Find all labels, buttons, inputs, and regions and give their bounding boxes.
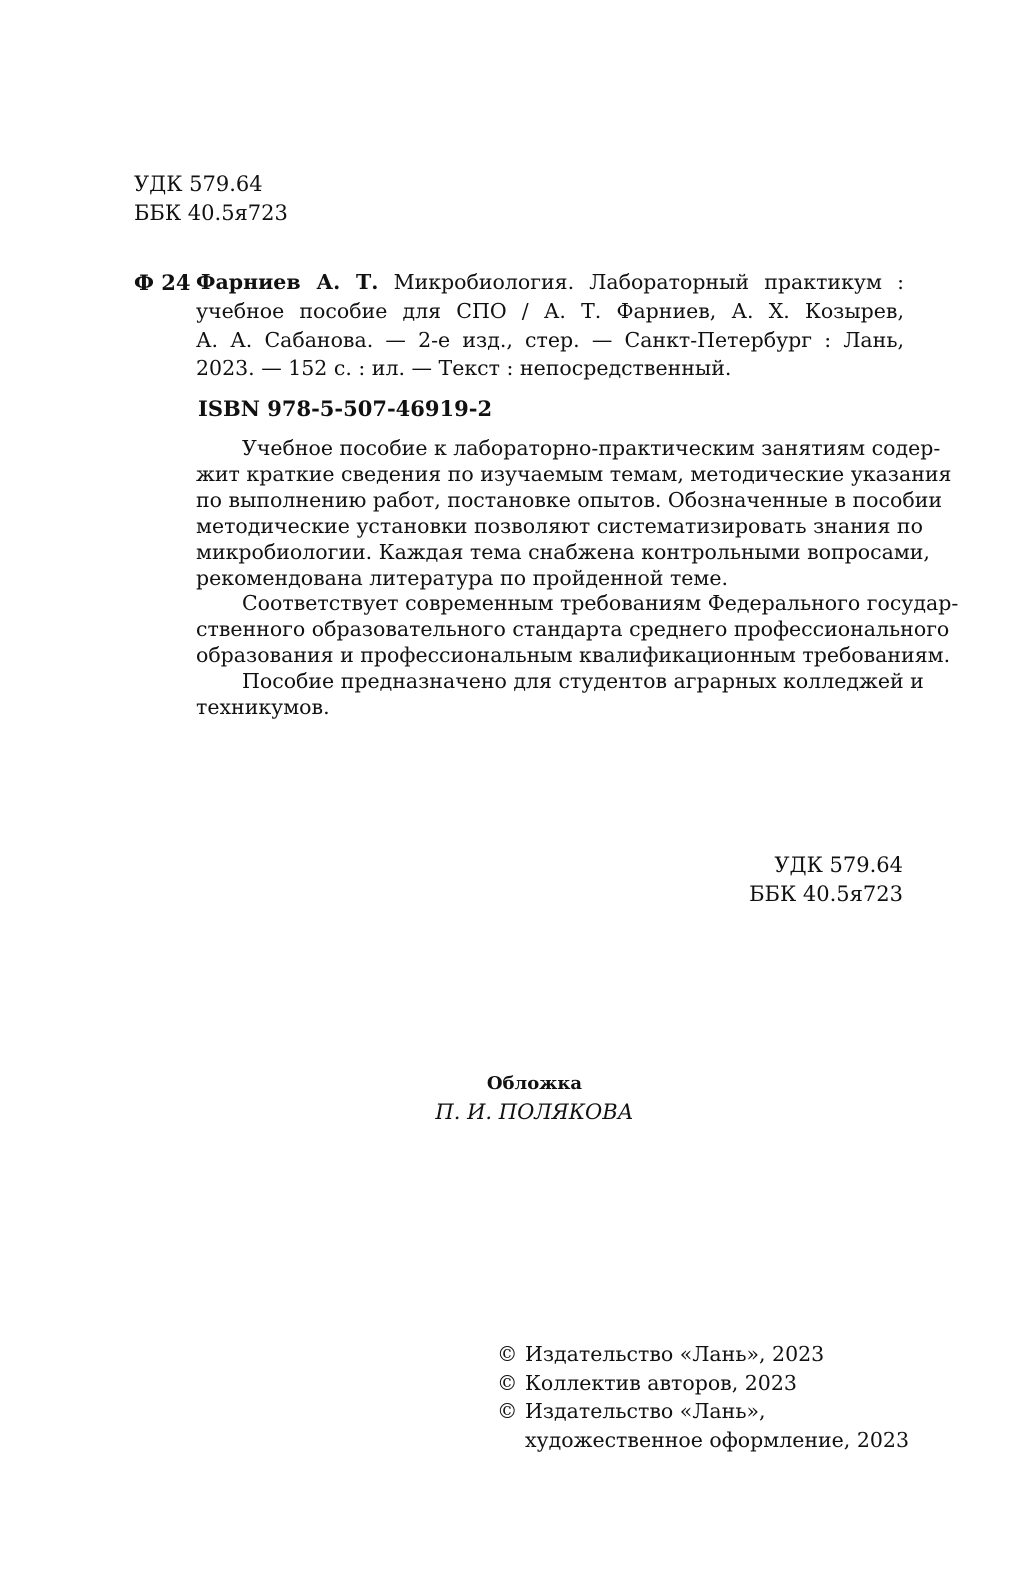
annotation-line: Пособие предназначено для студентов аграрных колледжей и (242, 669, 924, 694)
copyright-text: Издательство «Лань», 2023 (525, 1342, 825, 1366)
bib-line: А. А. Сабанова. — 2-е изд., стер. — Санкт-Петербург : Лань, (196, 327, 904, 352)
bbk-code: ББК 40.5я723 (134, 201, 288, 225)
annotation-line: ственного образовательного стандарта среднего профессионального (196, 617, 950, 642)
copyright-line (497, 1426, 909, 1455)
annotation-line: микробиологии. Каждая тема снабжена контрольными вопросами, (196, 539, 930, 564)
copyright-icon: © (497, 1342, 518, 1366)
copyright-block (497, 1340, 909, 1454)
bib-line: 2023. — 152 с. : ил. — Текст : непосредственный. (196, 356, 732, 381)
annotation-line: методические установки позволяют систематизировать знания по (196, 513, 923, 538)
classification-block-top (134, 170, 288, 228)
annotation-line: образования и профессиональным квалификационным требованиям. (196, 643, 951, 668)
annotation-line: по выполнению работ, постановке опытов. Обозначенные в пособии (196, 487, 943, 512)
copyright-text: Издательство «Лань», (525, 1399, 766, 1423)
cover-label: Обложка (486, 1073, 583, 1094)
bib-line (196, 268, 904, 297)
copyright-line (497, 1340, 909, 1369)
copyright-indent (497, 1426, 525, 1455)
annotation-line: рекомендована литература по пройденной теме. (196, 565, 729, 590)
copyright-line (497, 1397, 909, 1426)
annotation (196, 436, 959, 721)
classification-block-bottom (749, 851, 903, 909)
annotation-line: техникумов. (196, 695, 330, 720)
cover-credit (0, 1070, 1029, 1126)
copyright-icon: © (497, 1370, 518, 1395)
copyright-text: художественное оформление, 2023 (525, 1427, 910, 1452)
bib-title: Микробиология. Лабораторный практикум : (378, 270, 905, 294)
author-mark: Ф 24 (134, 270, 191, 295)
isbn: ISBN 978-5-507-46919-2 (198, 396, 493, 421)
annotation-line: жит краткие сведения по изучаемым темам, методические указания (196, 461, 952, 486)
udk-code: УДК 579.64 (134, 172, 263, 196)
udk-code: УДК 579.64 (774, 853, 903, 877)
annotation-line: Учебное пособие к лабораторно-практическим занятиям содер- (242, 436, 941, 460)
annotation-line: Соответствует современным требованиям Федерального государ- (242, 591, 959, 616)
bibliographic-entry (196, 268, 904, 383)
bib-line: учебное пособие для СПО / А. Т. Фарниев, А. Х. Козырев, (196, 298, 904, 323)
copyright-text: Коллектив авторов, 2023 (525, 1370, 797, 1395)
cover-designer: П. И. ПОЛЯКОВА (435, 1100, 634, 1124)
author-name: Фарниев А. Т. (196, 270, 379, 294)
copyright-icon: © (497, 1399, 518, 1423)
bbk-code: ББК 40.5я723 (749, 882, 903, 906)
copyright-line (497, 1369, 909, 1398)
